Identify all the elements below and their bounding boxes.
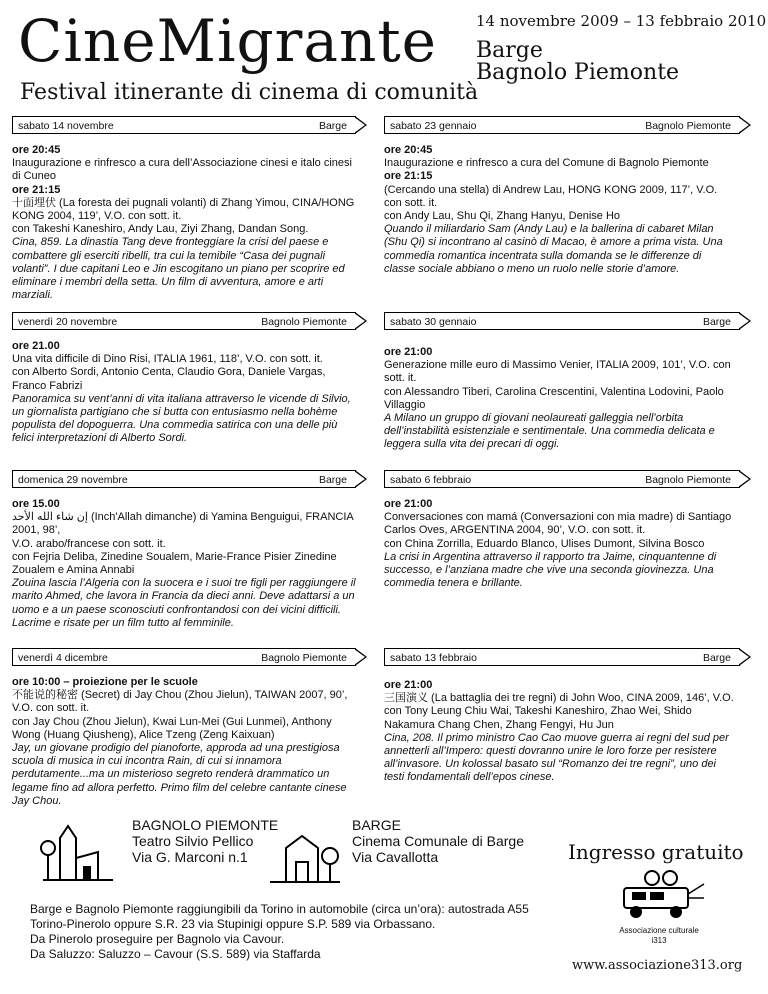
arrow-icon xyxy=(355,312,367,330)
projector-car-icon xyxy=(616,868,706,924)
event-time: ore 21.00 xyxy=(12,340,60,352)
venue-bagnolo-line: Teatro Silvio Pellico xyxy=(132,833,254,849)
event-cast: Inaugurazione e rinfresco a cura del Comune di Bagnolo Piemonte xyxy=(384,157,709,170)
event-day: venerdì 4 dicembre xyxy=(18,652,108,664)
bagnolo-drawing-icon xyxy=(38,818,118,888)
event-details xyxy=(12,676,362,808)
event-film: Generazione mille euro di Massimo Venier, ITALIA 2009, 101’, V.O. con sott. it. xyxy=(384,359,731,385)
place-bagnolo: Bagnolo Piemonte xyxy=(476,60,680,85)
association-name xyxy=(614,926,704,946)
event-details xyxy=(384,498,734,590)
event-date-bar xyxy=(384,470,740,488)
event-cast: con Takeshi Kaneshiro, Andy Lau, Ziyi Zhang, Dandan Song. xyxy=(12,223,309,236)
event-time: ore 21:00 xyxy=(384,346,433,358)
venue-bagnolo-line: Via G. Marconi n.1 xyxy=(132,849,248,865)
event-details xyxy=(384,679,734,785)
event-details xyxy=(384,346,734,452)
event-cast: con China Zorrilla, Eduardo Blanco, Ulises Dumont, Silvina Bosco xyxy=(384,537,705,550)
event-film: Una vita difficile di Dino Risi, ITALIA 1961, 118’, V.O. con sott. it. xyxy=(12,353,323,366)
event-film: (Cercando una stella) di Andrew Lau, HONG KONG 2009, 117’, V.O. con sott. it. xyxy=(384,183,718,209)
event-synopsis: La crisi in Argentina attraverso il rapporto tra Jaime, cinquantenne di successo, e l’anziana madre che vive una seconda giovinezza. Una commedia tenera e brillante. xyxy=(384,550,717,590)
venue-barge xyxy=(352,817,524,865)
event-time: ore 20:45 xyxy=(384,144,433,156)
event-cast: V.O. arabo/francese con sott. it. xyxy=(12,537,166,550)
event-cast: Inaugurazione e rinfresco a cura dell’Associazione cinesi e italo cinesi di Cuneo xyxy=(12,157,352,183)
venue-barge-line: Via Cavallotta xyxy=(352,849,439,865)
festival-dates: 14 novembre 2009 – 13 febbraio 2010 xyxy=(476,12,767,30)
event-time: ore 21:00 xyxy=(384,498,433,510)
event-synopsis: Cina, 208. Il primo ministro Cao Cao muove guerra ai regni del sud per annetterli all’Impero: questi dovranno unire le loro forze per resistere all’invasore. Un kolossal basato sul “Romanzo dei tre regni”, uno dei testi fondamentali dell’epos cinese. xyxy=(384,731,729,784)
event-film: Conversaciones con mamá (Conversazioni con mia madre) di Santiago Carlos Oves, ARGENTINA 2004, 90’, V.O. con sott. it. xyxy=(384,511,732,537)
directions-line: Torino-Pinerolo oppure S.R. 23 via Stupinigi oppure S.P. 589 via Orbassano. xyxy=(30,917,436,931)
free-entry: Ingresso gratuito xyxy=(568,840,744,864)
event-synopsis: Cina, 859. La dinastia Tang deve fronteggiare la crisi del paese e combattere gli eserciti ribelli, tra cui la temibile “Casa dei pugnali volanti”. I due capitani Leo e Jin escogitano un piano per scoprire ed eliminare i membri della setta. Un film di avventura, amore e arti marziali. xyxy=(12,236,345,302)
event-day: sabato 23 gennaio xyxy=(390,120,477,132)
event-cast: con Alberto Sordi, Antonio Centa, Claudio Gora, Daniele Vargas, Franco Fabrizi xyxy=(12,366,326,392)
event-time: ore 15.00 xyxy=(12,498,60,510)
arrow-icon xyxy=(739,312,751,330)
event-time: ore 21:15 xyxy=(384,170,433,183)
event-date-bar xyxy=(384,116,740,134)
event-time: ore 21:00 xyxy=(384,679,433,691)
event-time: ore 21:15 xyxy=(12,183,61,196)
event-synopsis: Panoramica su vent’anni di vita italiana attraverso le vicende di Silvio, un giornalista partigiano che si butta con entusiasmo nella bohème populista del dopoguerra. Una commedia satirica con una delle più felici interpretazioni di Alberto Sordi. xyxy=(12,392,351,445)
directions-line: Da Pinerolo proseguire per Bagnolo via Cavour. xyxy=(30,932,285,946)
event-time: ore 20:45 xyxy=(12,144,61,156)
event-details xyxy=(384,144,734,276)
venue-bagnolo xyxy=(132,817,278,865)
event-location: Barge xyxy=(318,474,347,486)
arrow-icon xyxy=(355,116,367,134)
event-day: domenica 29 novembre xyxy=(18,474,128,486)
event-film: 十面埋伏 (La foresta dei pugnali volanti) di Zhang Yimou, CINA/HONG KONG 2004, 119’, V.O. con sott. it. xyxy=(12,196,355,223)
event-date-bar xyxy=(384,312,740,330)
event-date-bar xyxy=(12,470,356,488)
event-synopsis: Quando il miliardario Sam (Andy Lau) e la ballerina di cabaret Milan (Shu Qi) si incontrano al casinò di Macao, è amore a prima vista. Una commedia romantica incentrata sulla domanda se le differenze di classe sociale abbiano o meno un ruolo nelle storie d’amore. xyxy=(384,223,723,275)
place-barge: Barge xyxy=(476,38,543,63)
website-link[interactable]: www.associazione313.org xyxy=(572,958,743,973)
directions-line: Da Saluzzo: Saluzzo – Cavour (S.S. 589) via Staffarda xyxy=(30,947,321,961)
event-synopsis: Zouina lascia l’Algeria con la suocera e i suoi tre figli per raggiungere il marito Ahmed, che lavora in Francia da dieci anni. Deve adattarsi a un uomo e a un paese sconosciuti confrontandosi con dei vicini difficili. Lacrime e risate per un film tutto al femminile. xyxy=(12,577,356,629)
barge-drawing-icon xyxy=(266,822,344,888)
event-location: Bagnolo Piemonte xyxy=(261,316,347,328)
event-details xyxy=(12,498,362,630)
festival-subtitle: Festival itinerante di cinema di comunità xyxy=(20,80,479,105)
event-location: Bagnolo Piemonte xyxy=(645,120,731,132)
event-location: Bagnolo Piemonte xyxy=(261,652,347,664)
event-day: venerdì 20 novembre xyxy=(18,316,118,328)
event-cast: con Alessandro Tiberi, Carolina Crescentini, Valentina Lodovini, Paolo Villaggio xyxy=(384,385,724,411)
event-day: sabato 13 febbraio xyxy=(390,652,477,664)
directions xyxy=(30,902,570,962)
event-location: Bagnolo Piemonte xyxy=(645,474,731,486)
arrow-icon xyxy=(739,648,751,666)
arrow-icon xyxy=(355,470,367,488)
event-location: Barge xyxy=(702,652,731,664)
event-cast: con Andy Lau, Shu Qi, Zhang Hanyu, Denise Ho xyxy=(384,210,621,223)
event-film: إن شاء الله الأحد (Inch'Allah dimanche) di Yamina Benguigui, FRANCIA 2001, 98’, xyxy=(12,511,354,537)
event-day: sabato 30 gennaio xyxy=(390,316,477,328)
event-film: 三国演义 (La battaglia dei tre regni) di John Woo, CINA 2009, 146’, V.O. con Tony Leung Chiu Wai, Takeshi Kaneshiro, Zhao Wei, Shido Nakamura Chang Chen, Zhang Fengyi, Hu Jun xyxy=(384,692,734,731)
event-synopsis: Jay, un giovane prodigio del pianoforte, approda ad una prestigiosa scuola di musica in cui incontra Rain, di cui si innamora perdutamente...ma un misterioso segreto renderà drammatico un legame fino ad allora perfetto. Primo film del celebre cantante cinese Jay Chou. xyxy=(12,742,347,807)
event-date-bar xyxy=(12,116,356,134)
association-line: Associazione culturale xyxy=(619,926,699,935)
event-date-bar xyxy=(384,648,740,666)
event-film: 不能说的秘密 (Secret) di Jay Chou (Zhou Jielun), TAIWAN 2007, 90’, V.O. con sott. it. xyxy=(12,689,348,715)
event-day: sabato 6 febbraio xyxy=(390,474,472,486)
event-synopsis: A Milano un gruppo di giovani neolaureati galleggia nell’orbita dell’instabilità esistenziale e sentimentale. Una commedia delicata e leggera sulla vita dei precari di oggi. xyxy=(384,412,715,451)
directions-line: Barge e Bagnolo Piemonte raggiungibili da Torino in automobile (circa un’ora): autostrada A55 xyxy=(30,902,529,916)
venue-bagnolo-line: BAGNOLO PIEMONTE xyxy=(132,817,279,833)
event-location: Barge xyxy=(702,316,731,328)
arrow-icon xyxy=(739,116,751,134)
venue-barge-line: BARGE xyxy=(352,817,402,833)
venue-barge-line: Cinema Comunale di Barge xyxy=(352,833,524,849)
association-line: i313 xyxy=(651,936,667,945)
event-details xyxy=(12,144,362,302)
event-details xyxy=(12,340,362,446)
arrow-icon xyxy=(739,470,751,488)
event-cast: con Fejria Deliba, Zinedine Soualem, Marie-France Pisier Zinedine Zoualem e Amina Annabi xyxy=(12,550,337,577)
event-location: Barge xyxy=(318,120,347,132)
arrow-icon xyxy=(355,648,367,666)
event-date-bar xyxy=(12,312,356,330)
brand-title: CineMigrante xyxy=(18,7,437,75)
event-day: sabato 14 novembre xyxy=(18,120,114,132)
event-cast: con Jay Chou (Zhou Jielun), Kwai Lun-Mei (Gui Lunmei), Anthony Wong (Huang Qiusheng), Alice Tzeng (Zeng Kaixuan) xyxy=(12,715,332,741)
event-date-bar xyxy=(12,648,356,666)
event-time: ore 10:00 – proiezione per le scuole xyxy=(12,676,198,688)
